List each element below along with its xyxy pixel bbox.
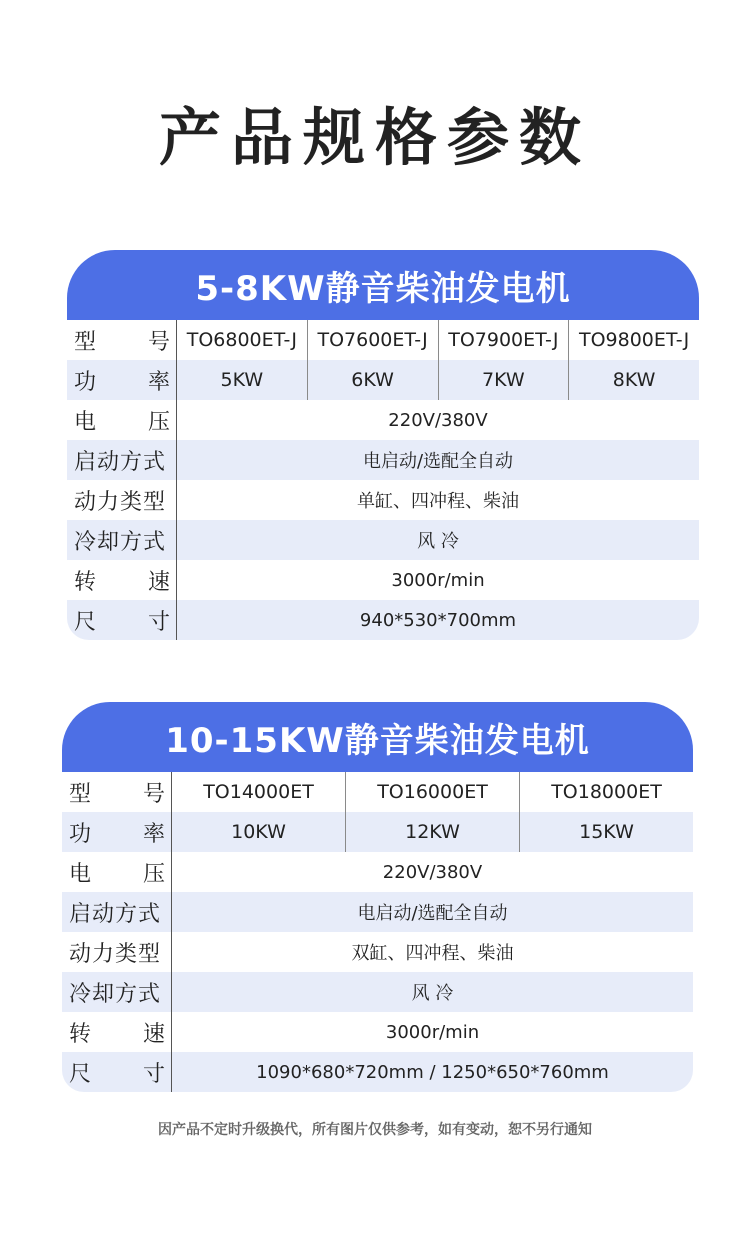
spec-value-cell: 5KW xyxy=(220,369,264,391)
spec-row-values xyxy=(172,772,693,812)
spec-value-cell: 双缸、四冲程、柴油 xyxy=(351,943,514,964)
spec-row xyxy=(67,600,699,640)
spec-label-text: 转 xyxy=(69,1021,92,1047)
spec-row-label xyxy=(62,812,172,852)
spec-value-cell: 6KW xyxy=(307,360,438,400)
spec-label-text: 启动方式 xyxy=(69,901,162,927)
spec-label-text: 号 xyxy=(147,329,170,355)
spec-row-label xyxy=(62,932,172,972)
spec-row xyxy=(62,932,693,972)
spec-row xyxy=(62,852,693,892)
spec-label-text: 启动方式 xyxy=(74,449,167,475)
spec-label-text: 号 xyxy=(142,781,165,807)
spec-value-cell: 940*530*700mm xyxy=(359,609,517,631)
spec-value-cell: TO9800ET-J xyxy=(568,320,699,360)
section-banner: 5-8KW静音柴油发电机 xyxy=(67,250,699,320)
spec-row-label xyxy=(62,892,172,932)
spec-label-text: 冷却方式 xyxy=(69,981,162,1007)
spec-value-cell: TO7600ET-J xyxy=(307,320,438,360)
disclaimer-footnote: 因产品不定时升级换代，所有图片仅供参考，如有变动，恕不另行通知 xyxy=(158,1122,592,1138)
spec-row xyxy=(67,320,699,360)
spec-row-values xyxy=(177,600,699,640)
spec-row-values xyxy=(177,480,699,520)
spec-row-label xyxy=(62,772,172,812)
spec-label-text: 速 xyxy=(147,569,170,595)
spec-value-cell: TO14000ET xyxy=(203,781,314,803)
spec-row xyxy=(62,1052,693,1092)
spec-label-text: 尺 xyxy=(74,609,97,635)
spec-label-text: 寸 xyxy=(147,609,170,635)
spec-label-text: 动力类型 xyxy=(74,489,167,515)
spec-value-cell: 风 冷 xyxy=(411,983,454,1004)
spec-row xyxy=(67,520,699,560)
spec-row-label xyxy=(62,972,172,1012)
spec-row xyxy=(62,972,693,1012)
spec-row xyxy=(67,400,699,440)
spec-value-cell: TO16000ET xyxy=(345,772,519,812)
spec-row-values xyxy=(177,400,699,440)
spec-value-cell: 12KW xyxy=(345,812,519,852)
spec-value-cell: TO18000ET xyxy=(519,772,693,812)
spec-label-text: 冷却方式 xyxy=(74,529,167,555)
spec-label-text: 电 xyxy=(74,409,97,435)
spec-value-cell: 3000r/min xyxy=(385,1021,480,1043)
spec-row-values xyxy=(172,972,693,1012)
spec-value-cell: 电启动/选配全自动 xyxy=(357,903,508,924)
spec-row xyxy=(62,772,693,812)
spec-row xyxy=(62,1012,693,1052)
spec-value-cell: 3000r/min xyxy=(391,569,485,591)
spec-label-text: 功 xyxy=(69,821,92,847)
spec-row-values xyxy=(172,852,693,892)
spec-row-values xyxy=(172,1012,693,1052)
spec-row-label xyxy=(67,600,177,640)
spec-row xyxy=(67,360,699,400)
spec-label-text: 电 xyxy=(69,861,92,887)
spec-row-label xyxy=(67,320,177,360)
spec-value-cell: 电启动/选配全自动 xyxy=(362,451,514,472)
spec-label-text: 速 xyxy=(142,1021,165,1047)
spec-row-values xyxy=(172,812,693,852)
spec-row-label xyxy=(67,520,177,560)
spec-value-cell: 15KW xyxy=(519,812,693,852)
spec-label-text: 压 xyxy=(142,861,165,887)
spec-row-values xyxy=(172,892,693,932)
spec-table xyxy=(62,772,693,1092)
spec-row xyxy=(67,440,699,480)
spec-value-cell: 220V/380V xyxy=(388,409,488,431)
spec-label-text: 转 xyxy=(74,569,97,595)
spec-label-text: 型 xyxy=(69,781,92,807)
spec-label-text: 率 xyxy=(147,369,170,395)
spec-value-cell: 单缸、四冲程、柴油 xyxy=(357,491,519,512)
spec-row xyxy=(67,560,699,600)
spec-value-cell: 7KW xyxy=(438,360,569,400)
spec-row-values xyxy=(172,932,693,972)
spec-label-text: 动力类型 xyxy=(69,941,162,967)
spec-row xyxy=(62,812,693,852)
spec-label-text: 压 xyxy=(147,409,170,435)
spec-row xyxy=(67,480,699,520)
spec-row-label xyxy=(62,1012,172,1052)
spec-value-cell: TO6800ET-J xyxy=(186,329,298,351)
spec-value-cell: 风 冷 xyxy=(417,531,459,552)
section-banner: 10-15KW静音柴油发电机 xyxy=(62,702,693,772)
spec-row-label xyxy=(67,360,177,400)
spec-value-cell: 10KW xyxy=(231,821,286,843)
spec-row-values xyxy=(177,520,699,560)
spec-section-5-8kw xyxy=(67,250,699,640)
spec-row-values xyxy=(177,360,699,400)
spec-value-cell: 1090*680*720mm / 1250*650*760mm xyxy=(256,1061,609,1083)
spec-row-label xyxy=(62,852,172,892)
spec-value-cell: 220V/380V xyxy=(382,861,483,883)
spec-value-cell: TO7900ET-J xyxy=(438,320,569,360)
spec-value-cell: 8KW xyxy=(568,360,699,400)
spec-row-values xyxy=(177,320,699,360)
spec-label-text: 率 xyxy=(142,821,165,847)
spec-row-values xyxy=(177,440,699,480)
spec-label-text: 寸 xyxy=(142,1061,165,1087)
spec-section-10-15kw xyxy=(62,702,693,1092)
spec-row-label xyxy=(67,480,177,520)
spec-row-values xyxy=(177,560,699,600)
spec-label-text: 型 xyxy=(74,329,97,355)
page-title: 产品规格参数 xyxy=(158,101,591,174)
spec-row-label xyxy=(67,440,177,480)
spec-row-values xyxy=(172,1052,693,1092)
spec-row-label xyxy=(67,400,177,440)
spec-row-label xyxy=(67,560,177,600)
spec-table xyxy=(67,320,699,640)
spec-row xyxy=(62,892,693,932)
spec-label-text: 尺 xyxy=(69,1061,92,1087)
spec-label-text: 功 xyxy=(74,369,97,395)
spec-row-label xyxy=(62,1052,172,1092)
